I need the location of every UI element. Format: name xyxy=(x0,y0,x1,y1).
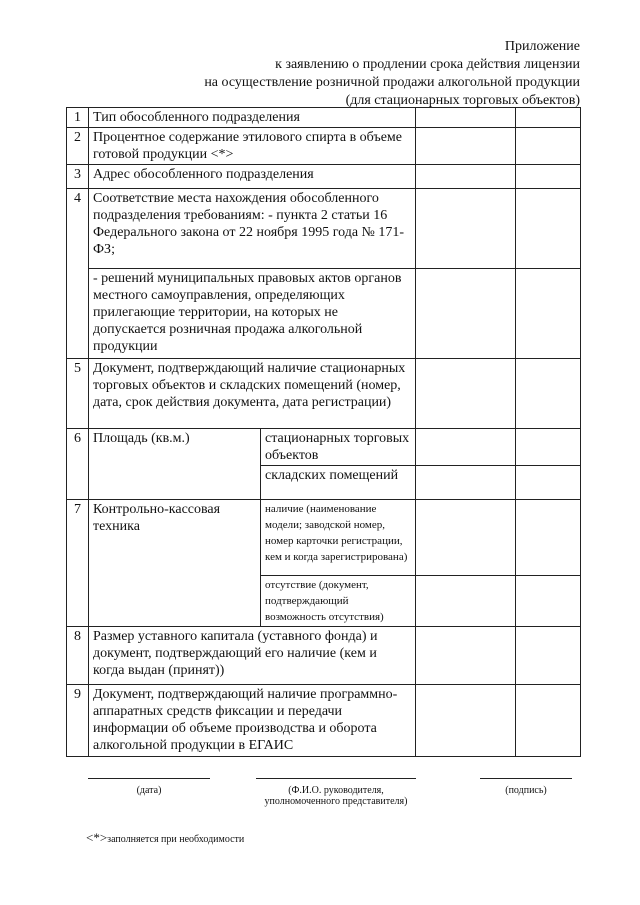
value-cell[interactable] xyxy=(416,359,516,429)
table-row xyxy=(67,165,581,189)
value-cell[interactable] xyxy=(516,429,581,466)
value-cell[interactable] xyxy=(516,189,581,269)
footnote-text: заполняется при необходимости xyxy=(107,834,245,845)
value-cell[interactable] xyxy=(416,128,516,165)
sign-caption: (подпись) xyxy=(505,785,547,796)
row-label: Размер уставного капитала (уставного фонда) и документ, подтверждающий его наличие (кем и когда выдан (принят)) xyxy=(89,627,416,685)
sub-label: складских помещений xyxy=(261,466,416,500)
table-row xyxy=(67,429,581,466)
table-row xyxy=(67,108,581,128)
row-label: Документ, подтверждающий наличие стационарных торговых объектов и складских помещений (номер, дата, срок действия документа, дата регистрации) xyxy=(89,359,416,429)
header-line-4: (для стационарных торговых объектов) xyxy=(345,93,580,108)
name-caption: (Ф.И.О. руководителя, уполномоченного представителя) xyxy=(264,785,408,807)
signature-date xyxy=(88,778,210,796)
value-cell[interactable] xyxy=(416,466,516,500)
row-label: Соответствие места нахождения обособленного подразделения требованиям: - пункта 2 статьи 16 Федерального закона от 22 ноября 1995 года № 171-ФЗ; xyxy=(89,189,416,269)
row-label: Контрольно-кассовая техника xyxy=(89,500,261,627)
row-number: 2 xyxy=(67,128,89,165)
row-label: Площадь (кв.м.) xyxy=(89,429,261,500)
document-header xyxy=(204,38,580,110)
value-cell[interactable] xyxy=(416,500,516,576)
row-label: Документ, подтверждающий наличие программно-аппаратных средств фиксации и передачи информации об объеме производства и оборота алкогольной продукции в ЕГАИС xyxy=(89,685,416,757)
row-number: 5 xyxy=(67,359,89,429)
header-line-2: к заявлению о продлении срока действия лицензии xyxy=(275,57,580,72)
value-cell[interactable] xyxy=(416,429,516,466)
table-row xyxy=(67,189,581,269)
row-number: 3 xyxy=(67,165,89,189)
signature-name xyxy=(256,778,416,807)
sub-label: стационарных торговых объектов xyxy=(261,429,416,466)
value-cell[interactable] xyxy=(516,128,581,165)
value-cell[interactable] xyxy=(516,500,581,576)
row-number: 7 xyxy=(67,500,89,627)
table-row xyxy=(67,359,581,429)
sub-label: наличие (наименование модели; заводской номер, номер карточки регистрации, кем и когда зарегистрирована) xyxy=(261,500,416,576)
row-number: 1 xyxy=(67,108,89,128)
name-line[interactable] xyxy=(256,778,416,779)
value-cell[interactable] xyxy=(516,466,581,500)
row-label: Адрес обособленного подразделения xyxy=(89,165,416,189)
value-cell[interactable] xyxy=(416,269,516,359)
value-cell[interactable] xyxy=(416,108,516,128)
value-cell[interactable] xyxy=(516,269,581,359)
value-cell[interactable] xyxy=(416,576,516,627)
value-cell[interactable] xyxy=(516,165,581,189)
table-row xyxy=(67,269,581,359)
sub-label: отсутствие (документ, подтверждающий возможность отсутствия) xyxy=(261,576,416,627)
row-number: 6 xyxy=(67,429,89,500)
value-cell[interactable] xyxy=(416,165,516,189)
value-cell[interactable] xyxy=(516,359,581,429)
sign-line[interactable] xyxy=(480,778,572,779)
row-label: Процентное содержание этилового спирта в объеме готовой продукции <*> xyxy=(89,128,416,165)
value-cell[interactable] xyxy=(516,627,581,685)
date-line[interactable] xyxy=(88,778,210,779)
row-number: 4 xyxy=(67,189,89,359)
form-table xyxy=(66,107,581,757)
row-label: - решений муниципальных правовых актов органов местного самоуправления, определяющих прилегающие территории, на которых не допускается розничная продажа алкогольной продукции xyxy=(89,269,416,359)
value-cell[interactable] xyxy=(416,627,516,685)
footnote-mark: <*> xyxy=(86,830,108,845)
table-row xyxy=(67,128,581,165)
footnote xyxy=(86,830,244,846)
table-row xyxy=(67,627,581,685)
header-line-1: Приложение xyxy=(504,39,580,54)
row-number: 8 xyxy=(67,627,89,685)
value-cell[interactable] xyxy=(416,685,516,757)
value-cell[interactable] xyxy=(516,108,581,128)
table-row xyxy=(67,500,581,576)
header-line-3: на осуществление розничной продажи алкогольной продукции xyxy=(204,75,580,90)
date-caption: (дата) xyxy=(136,785,162,796)
value-cell[interactable] xyxy=(516,576,581,627)
table-row xyxy=(67,685,581,757)
row-label: Тип обособленного подразделения xyxy=(89,108,416,128)
value-cell[interactable] xyxy=(416,189,516,269)
value-cell[interactable] xyxy=(516,685,581,757)
row-number: 9 xyxy=(67,685,89,757)
signature-sign xyxy=(480,778,572,796)
